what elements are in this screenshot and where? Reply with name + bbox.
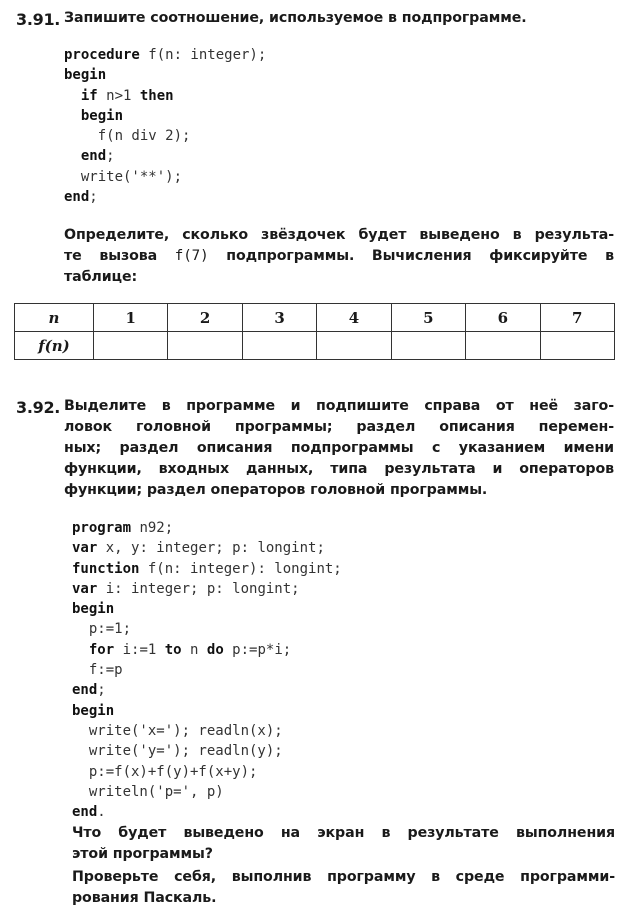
table-header-n: n [15, 304, 94, 332]
code-keyword: if [80, 87, 98, 104]
code-text: n92; [131, 520, 174, 536]
code-line [64, 86, 266, 106]
code-text [72, 642, 89, 658]
code-text: ; [106, 148, 115, 165]
table-cell-empty[interactable] [168, 332, 242, 360]
text-line: ных; раздел описания подпрограммы с указанием имени [64, 440, 614, 456]
table-col-5: 5 [391, 304, 465, 332]
code-line [72, 782, 342, 802]
text-line: функции, входных данных, типа результата и операторов [64, 461, 614, 477]
table-col-2: 2 [168, 304, 242, 332]
code-keyword: begin [72, 702, 115, 719]
code-text: write('y='); readln(y); [72, 743, 283, 760]
code-keyword: var [72, 540, 98, 557]
code-line [72, 559, 342, 579]
code-line [64, 106, 266, 126]
code-text [64, 148, 81, 164]
code-line [72, 538, 342, 558]
values-table [14, 303, 615, 360]
code-keyword: begin [72, 601, 115, 618]
table-header-fn: f(n) [15, 332, 94, 360]
question-line-3: таблице: [64, 269, 138, 285]
code-keyword: end [72, 682, 98, 699]
code-keyword: function [72, 560, 140, 577]
table-cell-empty[interactable] [391, 332, 465, 360]
code-text [64, 108, 81, 124]
table-col-6: 6 [466, 304, 540, 332]
table-col-7: 7 [540, 304, 614, 332]
code-text: f(n div 2); [64, 128, 191, 145]
code-text: n>1 [97, 87, 140, 104]
table-cell-empty[interactable] [466, 332, 540, 360]
code-keyword: for [88, 641, 115, 658]
code-text: write('x='); readln(x); [72, 722, 283, 739]
code-line [72, 518, 342, 538]
code-line [72, 640, 342, 660]
code-text: x, y: integer; p: longint; [97, 540, 325, 557]
code-line [72, 802, 342, 822]
text-line: Что будет выведено на экран в результате выполнения [72, 825, 615, 841]
code-line [72, 660, 342, 680]
code-line [64, 187, 266, 207]
code-keyword: to [164, 641, 182, 658]
code-text: p:=p*i; [223, 641, 292, 658]
question-line-1: Определите, сколько звёздочек будет выведено в результа- [64, 227, 614, 243]
code-line [64, 146, 266, 166]
code-text: f(n: integer); [139, 47, 267, 63]
code-text: . [97, 804, 106, 821]
code-text: write('**'); [64, 168, 183, 185]
table-cell-empty[interactable] [94, 332, 168, 360]
code-keyword: begin [80, 107, 124, 124]
code-keyword: do [206, 641, 224, 658]
text-line: ловок головной программы; раздел описания перемен- [64, 419, 614, 435]
code-line [72, 721, 342, 741]
code-text: writeln('p=', p) [72, 783, 224, 800]
text-line: Проверьте себя, выполнив программу в среде программи- [72, 869, 615, 885]
code-line [64, 167, 266, 187]
inline-code-call: f(7) [174, 248, 209, 264]
task-392-check [72, 867, 615, 909]
table-row-n [15, 304, 615, 332]
text-line: этой программы? [72, 846, 213, 862]
task-number-391: 3.91. [16, 10, 61, 29]
text-line: функции; раздел операторов головной программы. [64, 482, 488, 498]
code-text: f:=p [72, 662, 123, 679]
table-cell-empty[interactable] [317, 332, 391, 360]
table-col-4: 4 [317, 304, 391, 332]
code-keyword: end [72, 804, 98, 821]
code-line [72, 762, 342, 782]
code-keyword: program [72, 520, 132, 536]
table-cell-empty[interactable] [242, 332, 316, 360]
code-line [72, 619, 342, 639]
code-keyword: begin [64, 67, 107, 84]
task-392-text [64, 396, 614, 501]
code-line [72, 579, 342, 599]
code-line [72, 701, 342, 721]
table-cell-empty[interactable] [540, 332, 614, 360]
code-block-391 [64, 45, 266, 207]
code-text: ; [89, 189, 98, 206]
code-line [64, 126, 266, 146]
code-keyword: then [139, 87, 174, 104]
code-text: p:=f(x)+f(y)+f(x+y); [72, 763, 258, 780]
code-text: i:=1 [114, 641, 165, 658]
code-line [64, 45, 266, 65]
code-text: i: integer; p: longint; [97, 580, 300, 597]
code-keyword: end [64, 189, 90, 206]
code-text: n [181, 641, 207, 658]
table-row-fn [15, 332, 615, 360]
code-keyword: end [80, 148, 107, 165]
table-col-1: 1 [94, 304, 168, 332]
code-line [72, 599, 342, 619]
code-block-392 [72, 518, 342, 822]
task-391-question [64, 225, 614, 288]
text-line: рования Паскаль. [72, 890, 217, 906]
code-keyword: var [72, 580, 98, 597]
code-line [72, 741, 342, 761]
table-col-3: 3 [242, 304, 316, 332]
task-392-question [72, 823, 615, 865]
code-text: ; [97, 682, 106, 699]
task-number-392: 3.92. [16, 398, 61, 417]
code-text: f(n: integer): longint; [139, 560, 342, 577]
code-text: p:=1; [72, 621, 132, 638]
code-line [64, 65, 266, 85]
code-keyword: procedure [64, 47, 140, 63]
text-line: Выделите в программе и подпишите справа от неё заго- [64, 398, 614, 414]
task-391-heading: Запишите соотношение, используемое в подпрограмме. [64, 10, 527, 26]
question-line-2: те вызова f(7) подпрограммы. Вычисления фиксируйте в [64, 248, 614, 264]
code-line [72, 680, 342, 700]
code-text [64, 88, 81, 104]
